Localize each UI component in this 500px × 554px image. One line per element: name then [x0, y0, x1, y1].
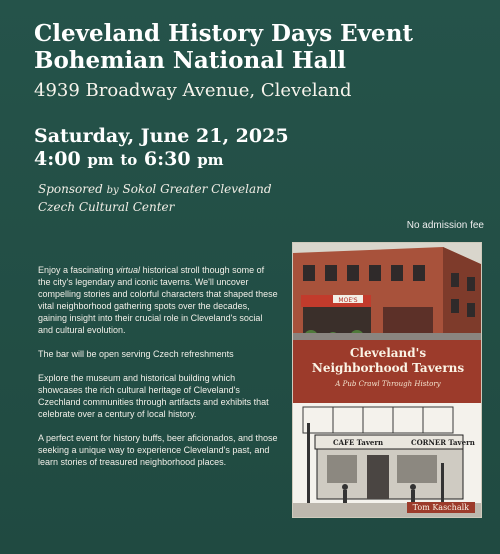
title-line-2: Bohemian National Hall [34, 47, 346, 74]
time-end: 6:30 [143, 148, 191, 170]
book-subtitle: A Pub Crawl Through History [335, 380, 441, 388]
event-title [34, 20, 413, 74]
sponsor-prefix: Sponsored [38, 182, 103, 196]
time-to: to [120, 151, 138, 169]
event-datetime [34, 125, 289, 172]
time-start: 4:00 [34, 148, 81, 170]
cafe-tavern-sign: CAFE Tavern [333, 438, 384, 447]
moes-sign: MOE'S [338, 297, 358, 304]
admission-note: No admission fee [406, 220, 484, 231]
description-text: Enjoy a fascinating [38, 265, 117, 275]
sponsor-by: by [106, 185, 119, 196]
book-title-band [293, 340, 482, 404]
time-start-pm: pm [87, 151, 114, 169]
description-paragraph-4: A perfect event for history buffs, beer aficionados, and those seeking a unique way to experience Cleveland's past, and learn stories of treasured neighborhood places. [38, 433, 278, 467]
sponsor-name: Sokol Greater Cleveland [122, 182, 272, 196]
sponsor-block [38, 181, 272, 215]
event-description [38, 264, 278, 480]
time-end-pm: pm [197, 151, 224, 169]
corner-tavern-illustration [293, 403, 482, 518]
description-text: historical stroll though some of the city's legendary and iconic taverns. We'll uncover compelling stories and colorful characters that shaped these vital neighborhood gathering spots over the decades, gaining insight into their crucial role in Cleveland's social and cultural evolution. [38, 265, 278, 335]
book-title-line-1: Cleveland's [349, 346, 427, 360]
book-title-line-2: Neighborhood Taverns [311, 361, 465, 375]
description-paragraph-1 [38, 264, 278, 336]
corner-tavern-sign: CORNER Tavern [411, 438, 475, 447]
description-paragraph-3: Explore the museum and historical building which showcases the rich cultural heritage of Cleveland's Czechland communities through artifacts and exhibits that celebrate over a century of local history. [38, 373, 269, 419]
description-emphasis: virtual [116, 265, 141, 275]
event-time [34, 148, 289, 172]
event-date: Saturday, June 21, 2025 [34, 125, 289, 147]
venue-address: 4939 Broadway Avenue, Cleveland [34, 80, 352, 101]
sponsor-line-1 [38, 181, 272, 199]
book-cover [292, 242, 482, 518]
title-line-1: Cleveland History Days Event [34, 20, 414, 47]
sponsor-line-2: Czech Cultural Center [38, 200, 175, 214]
tavern-building-illustration [293, 243, 482, 341]
description-paragraph-2: The bar will be open serving Czech refreshments [38, 349, 234, 359]
book-author: Tom Kaschalk [407, 502, 475, 513]
